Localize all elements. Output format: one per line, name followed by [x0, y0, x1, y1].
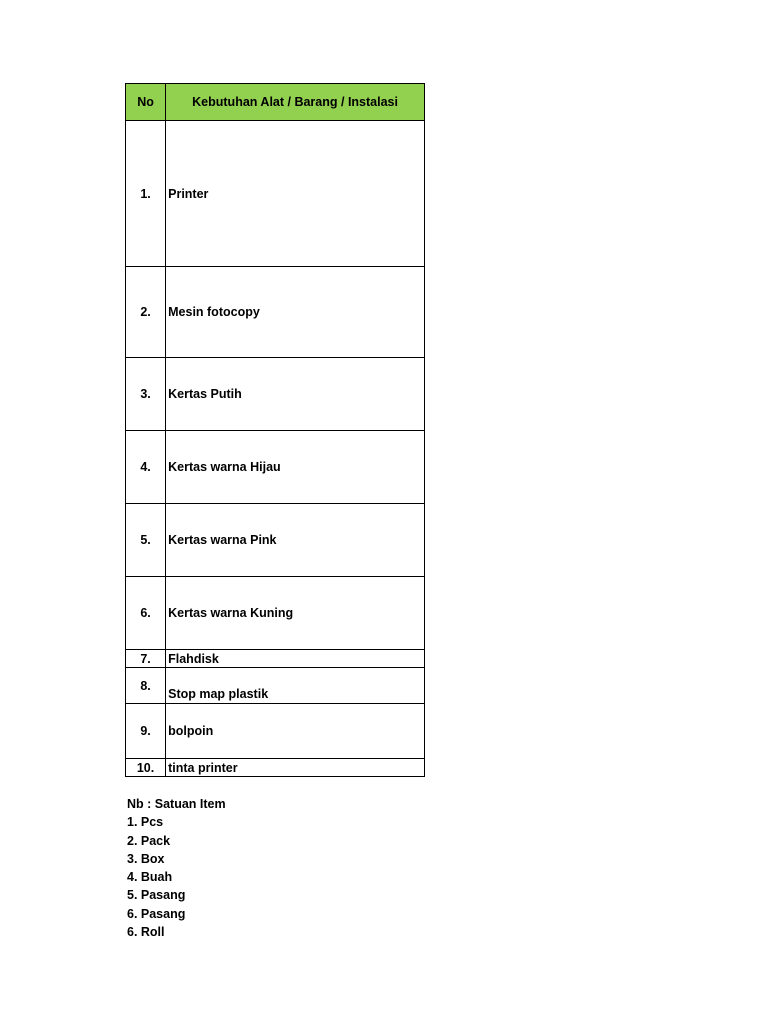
row-number: 8.: [126, 668, 166, 704]
row-item: Printer: [166, 121, 425, 267]
row-number: 1.: [126, 121, 166, 267]
table-header-row: [126, 84, 425, 121]
row-item: tinta printer: [166, 759, 425, 777]
note-item: 4. Buah: [127, 870, 173, 885]
note-item: 3. Box: [127, 851, 165, 866]
row-number: 9.: [126, 704, 166, 759]
table-row: [126, 650, 425, 668]
row-number: 7.: [126, 650, 166, 668]
table-row: [126, 431, 425, 504]
row-item: Kertas Putih: [166, 358, 425, 431]
row-item: Kertas warna Pink: [166, 504, 425, 577]
requirements-table: [125, 83, 425, 777]
table-row: [126, 668, 425, 704]
row-item: Kertas warna Hijau: [166, 431, 425, 504]
note-item: 5. Pasang: [127, 888, 186, 903]
header-no: No: [126, 84, 166, 121]
table-row: [126, 267, 425, 358]
header-item: Kebutuhan Alat / Barang / Instalasi: [166, 84, 425, 121]
note-item: 1. Pcs: [127, 815, 164, 830]
note-item: 6. Pasang: [127, 906, 186, 921]
row-number: 2.: [126, 267, 166, 358]
row-item: Kertas warna Kuning: [166, 577, 425, 650]
row-item: Stop map plastik: [166, 668, 425, 704]
row-item: bolpoin: [166, 704, 425, 759]
row-item: Mesin fotocopy: [166, 267, 425, 358]
row-item: Flahdisk: [166, 650, 425, 668]
row-number: 6.: [126, 577, 166, 650]
table-row: [126, 704, 425, 759]
table-row: [126, 358, 425, 431]
note-item: 6. Roll: [127, 925, 165, 940]
row-number: 5.: [126, 504, 166, 577]
row-number: 10.: [126, 759, 166, 777]
unit-notes: [127, 795, 226, 941]
table-row: [126, 121, 425, 267]
row-number: 3.: [126, 358, 166, 431]
note-item: 2. Pack: [127, 833, 171, 848]
table-row: [126, 577, 425, 650]
notes-title: Nb : Satuan Item: [127, 797, 226, 811]
table-row: [126, 504, 425, 577]
table-row: [126, 759, 425, 777]
row-number: 4.: [126, 431, 166, 504]
